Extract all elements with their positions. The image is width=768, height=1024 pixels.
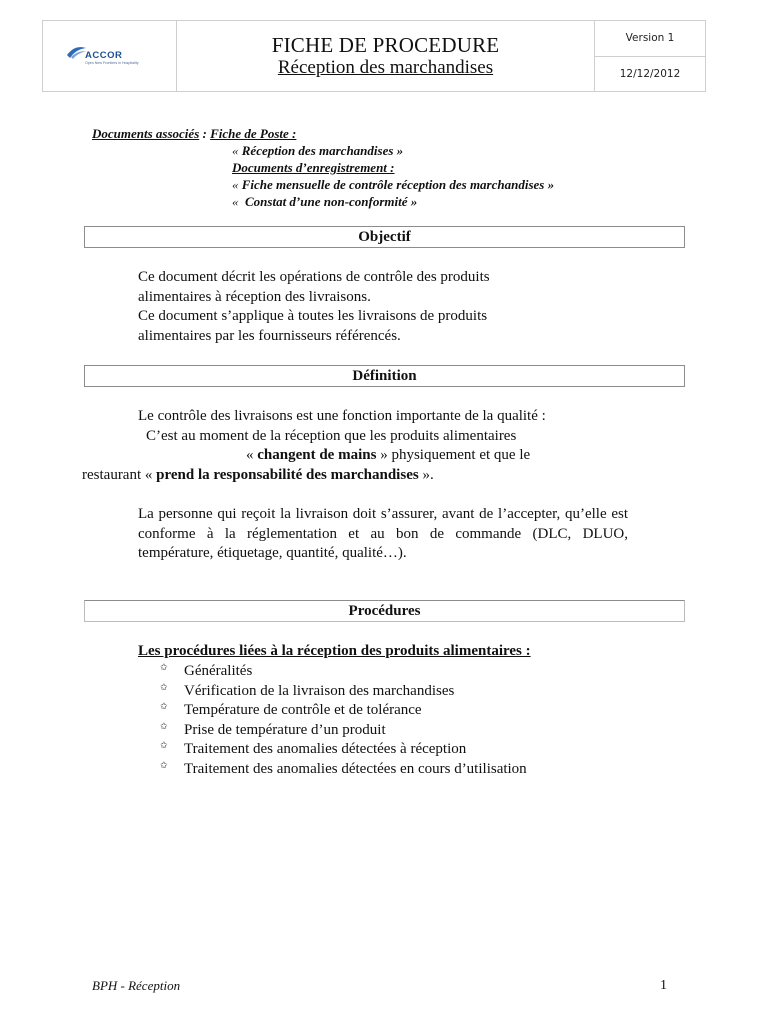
document-header bbox=[42, 20, 706, 92]
meta-cell bbox=[595, 21, 705, 91]
version-label: Version 1 bbox=[595, 21, 705, 57]
list-item: ✩ Traitement des anomalies détectées en cours d’utilisation bbox=[160, 760, 527, 777]
docs-label: Documents associés bbox=[92, 126, 200, 141]
enreg-item-1: Fiche mensuelle de contrôle réception des marchandises bbox=[241, 177, 545, 192]
list-item: ✩ Prise de température d’un produit bbox=[160, 721, 386, 738]
logo-wordmark: ACCOR bbox=[85, 50, 123, 61]
fiche-poste-label: Fiche de Poste : bbox=[210, 126, 297, 141]
definition-line-1: Le contrôle des livraisons est une fonction importante de la qualité : bbox=[138, 408, 546, 424]
definition-paragraph-2: La personne qui reçoit la livraison doit s’assurer, avant de l’accepter, qu’elle est conforme à la réglementation et au bon de commande (DLC, DLUO, température, étiquetage, quantité, qualité…). bbox=[138, 506, 628, 561]
docs-line-1 bbox=[92, 125, 554, 142]
star-bullet-icon: ✩ bbox=[160, 741, 168, 751]
section-objectif: Objectif bbox=[84, 226, 685, 248]
page-number: 1 bbox=[660, 978, 667, 993]
objectif-line-2: alimentaires à réception des livraisons. bbox=[138, 288, 371, 305]
enreg-item-2: Constat d’une non-conformité bbox=[245, 194, 408, 209]
docs-line-4: « Fiche mensuelle de contrôle réception des marchandises » bbox=[232, 177, 555, 192]
accor-bird-icon bbox=[67, 45, 87, 59]
enregistrement-label: Documents d’enregistrement : bbox=[232, 160, 395, 175]
docs-line-5: « Constat d’une non-conformité » bbox=[232, 194, 418, 209]
document-subtitle: Réception des marchandises bbox=[277, 57, 494, 78]
list-item: ✩ Température de contrôle et de tolérance bbox=[160, 702, 422, 718]
title-cell bbox=[177, 21, 595, 91]
procedures-title: Les procédures liées à la réception des produits alimentaires : bbox=[138, 643, 531, 659]
document-title: FICHE DE PROCEDURE bbox=[271, 33, 500, 57]
docs-line-2: « Réception des marchandises » bbox=[232, 143, 404, 158]
fiche-poste-item: Réception des marchandises bbox=[241, 143, 394, 158]
definition-paragraph-1 bbox=[138, 407, 628, 466]
star-bullet-icon: ✩ bbox=[160, 682, 168, 693]
objectif-line-3: Ce document s’applique à toutes les livraisons de produits bbox=[138, 308, 488, 324]
list-item: ✩ Traitement des anomalies détectées à réception bbox=[160, 741, 467, 757]
accor-logo bbox=[67, 45, 157, 69]
footer-label: BPH - Réception bbox=[92, 978, 181, 993]
bold-changent-de-mains: changent de mains bbox=[257, 447, 377, 463]
procedures-list bbox=[160, 662, 527, 779]
definition-line-3: « changent de mains » physiquement et que le bbox=[246, 447, 531, 463]
section-definition: Définition bbox=[84, 365, 685, 387]
star-bullet-icon: ✩ bbox=[160, 721, 168, 732]
star-bullet-icon: ✩ bbox=[160, 663, 168, 673]
list-item: ✩ Généralités bbox=[160, 663, 253, 679]
associated-documents bbox=[92, 125, 554, 210]
objectif-line-1: Ce document décrit les opérations de contrôle des produits bbox=[138, 269, 490, 285]
objectif-text bbox=[138, 268, 628, 346]
definition-line-2: C’est au moment de la réception que les produits alimentaires bbox=[146, 427, 517, 444]
list-item: ✩ Vérification de la livraison des marchandises bbox=[160, 682, 455, 699]
logo-tagline: Open New Frontiers in Hospitality bbox=[85, 61, 139, 65]
docs-sep: : bbox=[199, 126, 211, 141]
bold-prend-responsabilite: prend la responsabilité des marchandises bbox=[156, 467, 419, 483]
date-label: 12/12/2012 bbox=[619, 67, 681, 80]
objectif-line-4: alimentaires par les fournisseurs référencés. bbox=[138, 327, 401, 344]
star-bullet-icon: ✩ bbox=[160, 702, 168, 712]
section-procedures: Procédures bbox=[84, 600, 685, 622]
logo-cell bbox=[43, 21, 177, 91]
definition-line-4: restaurant « prend la responsabilité des marchandises ». bbox=[82, 467, 434, 483]
star-bullet-icon: ✩ bbox=[160, 760, 168, 771]
